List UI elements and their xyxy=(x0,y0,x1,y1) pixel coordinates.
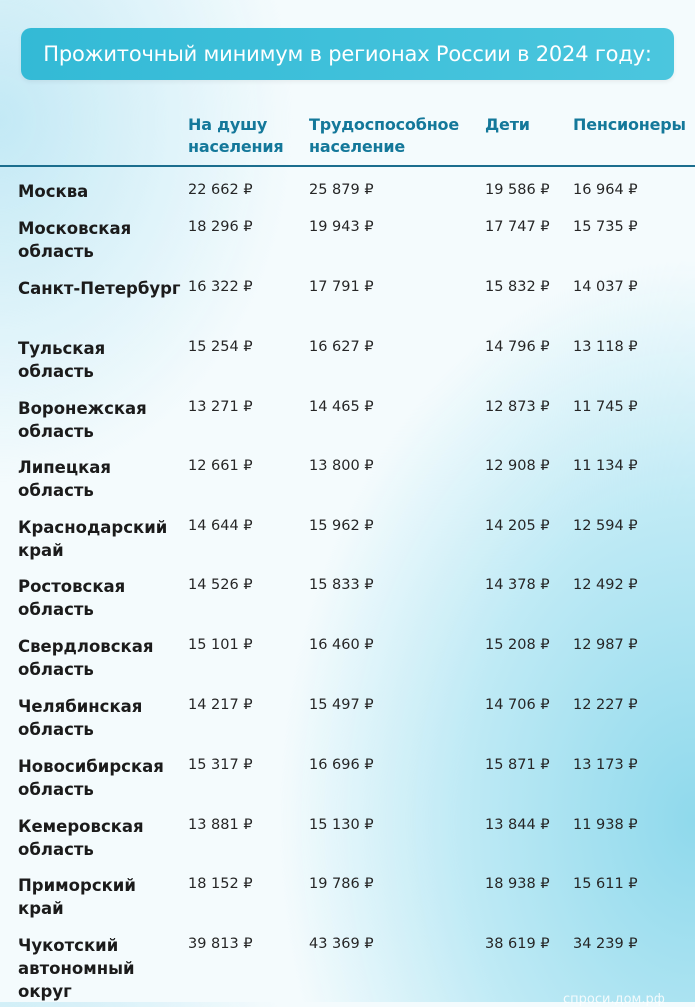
region-name: Липецкая область xyxy=(18,458,112,500)
region-name: Тульская область xyxy=(18,339,106,381)
value-cell: 13 118 ₽ xyxy=(573,339,638,355)
region-name: Кемеровская область xyxy=(18,817,144,859)
value-cell: 14 205 ₽ xyxy=(485,518,550,534)
value-cell: 12 987 ₽ xyxy=(573,637,638,653)
region-name: Новосибирская область xyxy=(18,757,164,799)
value-cell: 16 964 ₽ xyxy=(573,182,638,198)
value-cell: 15 254 ₽ xyxy=(188,339,253,355)
value-cell: 11 134 ₽ xyxy=(573,458,638,474)
region-name: Воронежская область xyxy=(18,399,147,441)
column-header-per-capita: На душу населения xyxy=(188,115,284,156)
region-name: Санкт-Петербург xyxy=(18,279,181,298)
value-cell: 13 271 ₽ xyxy=(188,399,253,415)
value-cell: 16 460 ₽ xyxy=(309,637,374,653)
source-watermark: спроси.дом.рф xyxy=(563,992,665,1007)
value-cell: 34 239 ₽ xyxy=(573,936,638,952)
value-cell: 13 881 ₽ xyxy=(188,817,253,833)
value-cell: 14 526 ₽ xyxy=(188,577,253,593)
region-name: Челябинская область xyxy=(18,697,143,739)
value-cell: 12 908 ₽ xyxy=(485,458,550,474)
value-cell: 19 786 ₽ xyxy=(309,876,374,892)
value-cell: 12 492 ₽ xyxy=(573,577,638,593)
value-cell: 15 833 ₽ xyxy=(309,577,374,593)
value-cell: 15 611 ₽ xyxy=(573,876,638,892)
page-title: Прожиточный минимум в регионах России в 2024 году: xyxy=(43,42,652,66)
value-cell: 14 644 ₽ xyxy=(188,518,253,534)
value-cell: 11 745 ₽ xyxy=(573,399,638,415)
column-header-children: Дети xyxy=(485,115,530,134)
value-cell: 14 796 ₽ xyxy=(485,339,550,355)
value-cell: 18 152 ₽ xyxy=(188,876,253,892)
value-cell: 19 943 ₽ xyxy=(309,219,374,235)
value-cell: 15 832 ₽ xyxy=(485,279,550,295)
region-name: Свердловская область xyxy=(18,637,154,679)
value-cell: 12 661 ₽ xyxy=(188,458,253,474)
column-header-pensioners: Пенсионеры xyxy=(573,115,686,134)
region-name: Москва xyxy=(18,182,89,201)
value-cell: 43 369 ₽ xyxy=(309,936,374,952)
value-cell: 15 962 ₽ xyxy=(309,518,374,534)
value-cell: 15 497 ₽ xyxy=(309,697,374,713)
value-cell: 12 227 ₽ xyxy=(573,697,638,713)
header-divider xyxy=(0,165,695,167)
region-name: Ростовская область xyxy=(18,577,126,619)
value-cell: 16 696 ₽ xyxy=(309,757,374,773)
value-cell: 18 938 ₽ xyxy=(485,876,550,892)
value-cell: 39 813 ₽ xyxy=(188,936,253,952)
value-cell: 16 322 ₽ xyxy=(188,279,253,295)
region-name: Московская область xyxy=(18,219,132,261)
value-cell: 14 378 ₽ xyxy=(485,577,550,593)
value-cell: 15 101 ₽ xyxy=(188,637,253,653)
value-cell: 17 747 ₽ xyxy=(485,219,550,235)
value-cell: 15 317 ₽ xyxy=(188,757,253,773)
column-header-working-age: Трудоспособное население xyxy=(309,115,459,156)
value-cell: 16 627 ₽ xyxy=(309,339,374,355)
value-cell: 12 594 ₽ xyxy=(573,518,638,534)
value-cell: 15 871 ₽ xyxy=(485,757,550,773)
value-cell: 18 296 ₽ xyxy=(188,219,253,235)
value-cell: 13 800 ₽ xyxy=(309,458,374,474)
value-cell: 22 662 ₽ xyxy=(188,182,253,198)
region-name: Чукотский автономный округ xyxy=(18,936,135,1001)
value-cell: 15 208 ₽ xyxy=(485,637,550,653)
title-banner xyxy=(21,28,674,80)
value-cell: 13 173 ₽ xyxy=(573,757,638,773)
value-cell: 14 465 ₽ xyxy=(309,399,374,415)
value-cell: 15 130 ₽ xyxy=(309,817,374,833)
value-cell: 17 791 ₽ xyxy=(309,279,374,295)
value-cell: 11 938 ₽ xyxy=(573,817,638,833)
value-cell: 38 619 ₽ xyxy=(485,936,550,952)
value-cell: 14 706 ₽ xyxy=(485,697,550,713)
value-cell: 15 735 ₽ xyxy=(573,219,638,235)
region-name: Приморский край xyxy=(18,876,136,918)
value-cell: 13 844 ₽ xyxy=(485,817,550,833)
value-cell: 14 217 ₽ xyxy=(188,697,253,713)
value-cell: 12 873 ₽ xyxy=(485,399,550,415)
region-name: Краснодарский край xyxy=(18,518,168,560)
value-cell: 25 879 ₽ xyxy=(309,182,374,198)
value-cell: 19 586 ₽ xyxy=(485,182,550,198)
value-cell: 14 037 ₽ xyxy=(573,279,638,295)
